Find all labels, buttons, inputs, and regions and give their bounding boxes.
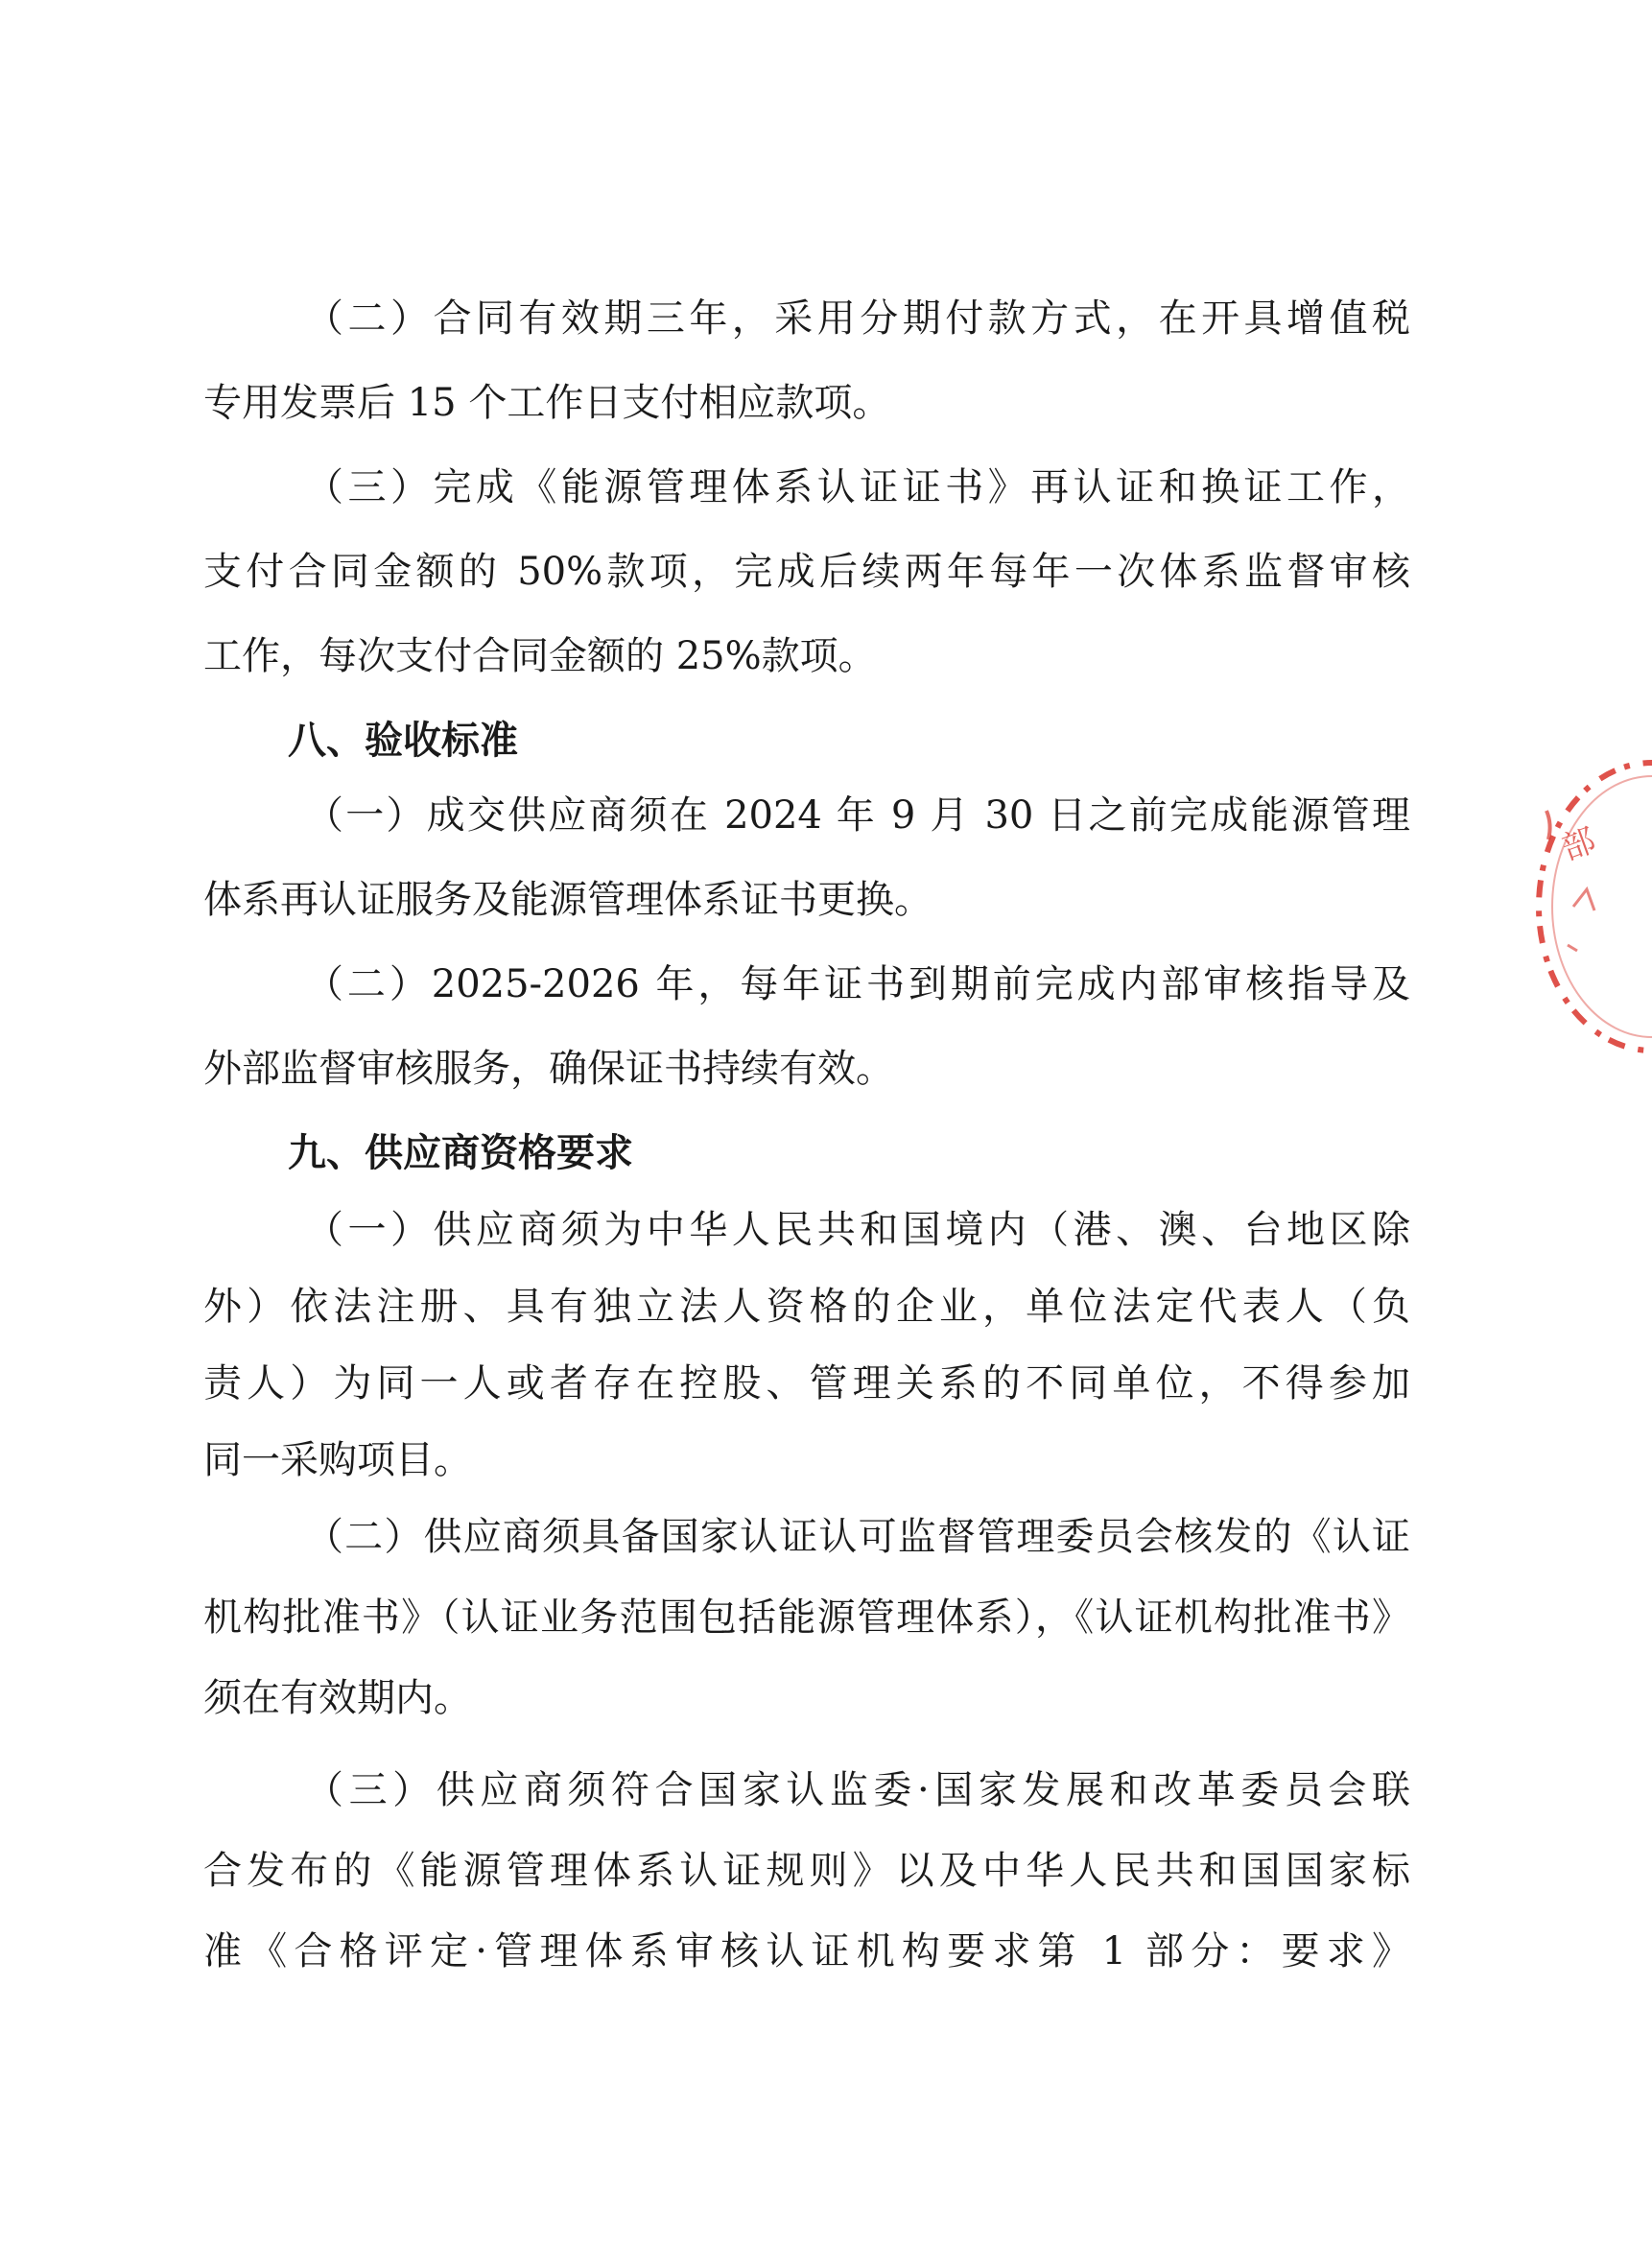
paragraph-line: 外）依法注册、具有独立法人资格的企业，单位法定代表人（负 — [203, 1285, 1410, 1329]
official-seal-stamp — [1518, 753, 1652, 1060]
paragraph-line: 机构批准书》（认证业务范围包括能源管理体系），《认证机构批准书》 — [203, 1595, 1410, 1640]
paragraph-line: 支付合同金额的 50%款项，完成后续两年每年一次体系监督审核 — [203, 550, 1410, 594]
paragraph-line: 须在有效期内。 — [203, 1676, 472, 1720]
paragraph-line: （三）完成《能源管理体系认证证书》再认证和换证工作， — [305, 465, 1410, 509]
paragraph-line: （二）合同有效期三年，采用分期付款方式，在开具增值税 — [305, 296, 1410, 341]
section-heading: 八、验收标准 — [288, 719, 518, 763]
paragraph-line: 合发布的《能源管理体系认证规则》以及中华人民共和国国家标 — [203, 1849, 1410, 1893]
paragraph-line: （一）供应商须为中华人民共和国境内（港、澳、台地区除 — [305, 1208, 1410, 1252]
paragraph-line: 工作，每次支付合同金额的 25%款项。 — [203, 634, 877, 678]
seal-partial-text: 部 — [1556, 820, 1601, 869]
paragraph-line: （二）2025-2026 年，每年证书到期前完成内部审核指导及 — [305, 962, 1410, 1006]
paragraph-line: 同一采购项目。 — [203, 1438, 472, 1482]
paragraph-line: （二）供应商须具备国家认证认可监督管理委员会核发的《认证 — [305, 1515, 1410, 1559]
paragraph-line: 准《合格评定·管理体系审核认证机构要求第 1 部分：要求》 — [203, 1929, 1410, 1973]
paragraph-line: 责人）为同一人或者存在控股、管理关系的不同单位，不得参加 — [203, 1361, 1410, 1406]
paragraph-line: （三）供应商须符合国家认监委·国家发展和改革委员会联 — [305, 1768, 1410, 1812]
paragraph-line: 外部监督审核服务，确保证书持续有效。 — [203, 1047, 894, 1091]
paragraph-line: 体系再认证服务及能源管理体系证书更换。 — [203, 878, 932, 922]
section-heading: 九、供应商资格要求 — [288, 1131, 633, 1175]
paragraph-line: （一）成交供应商须在 2024 年 9 月 30 日之前完成能源管理 — [305, 793, 1410, 838]
paragraph-line: 专用发票后 15 个工作日支付相应款项。 — [203, 381, 891, 425]
